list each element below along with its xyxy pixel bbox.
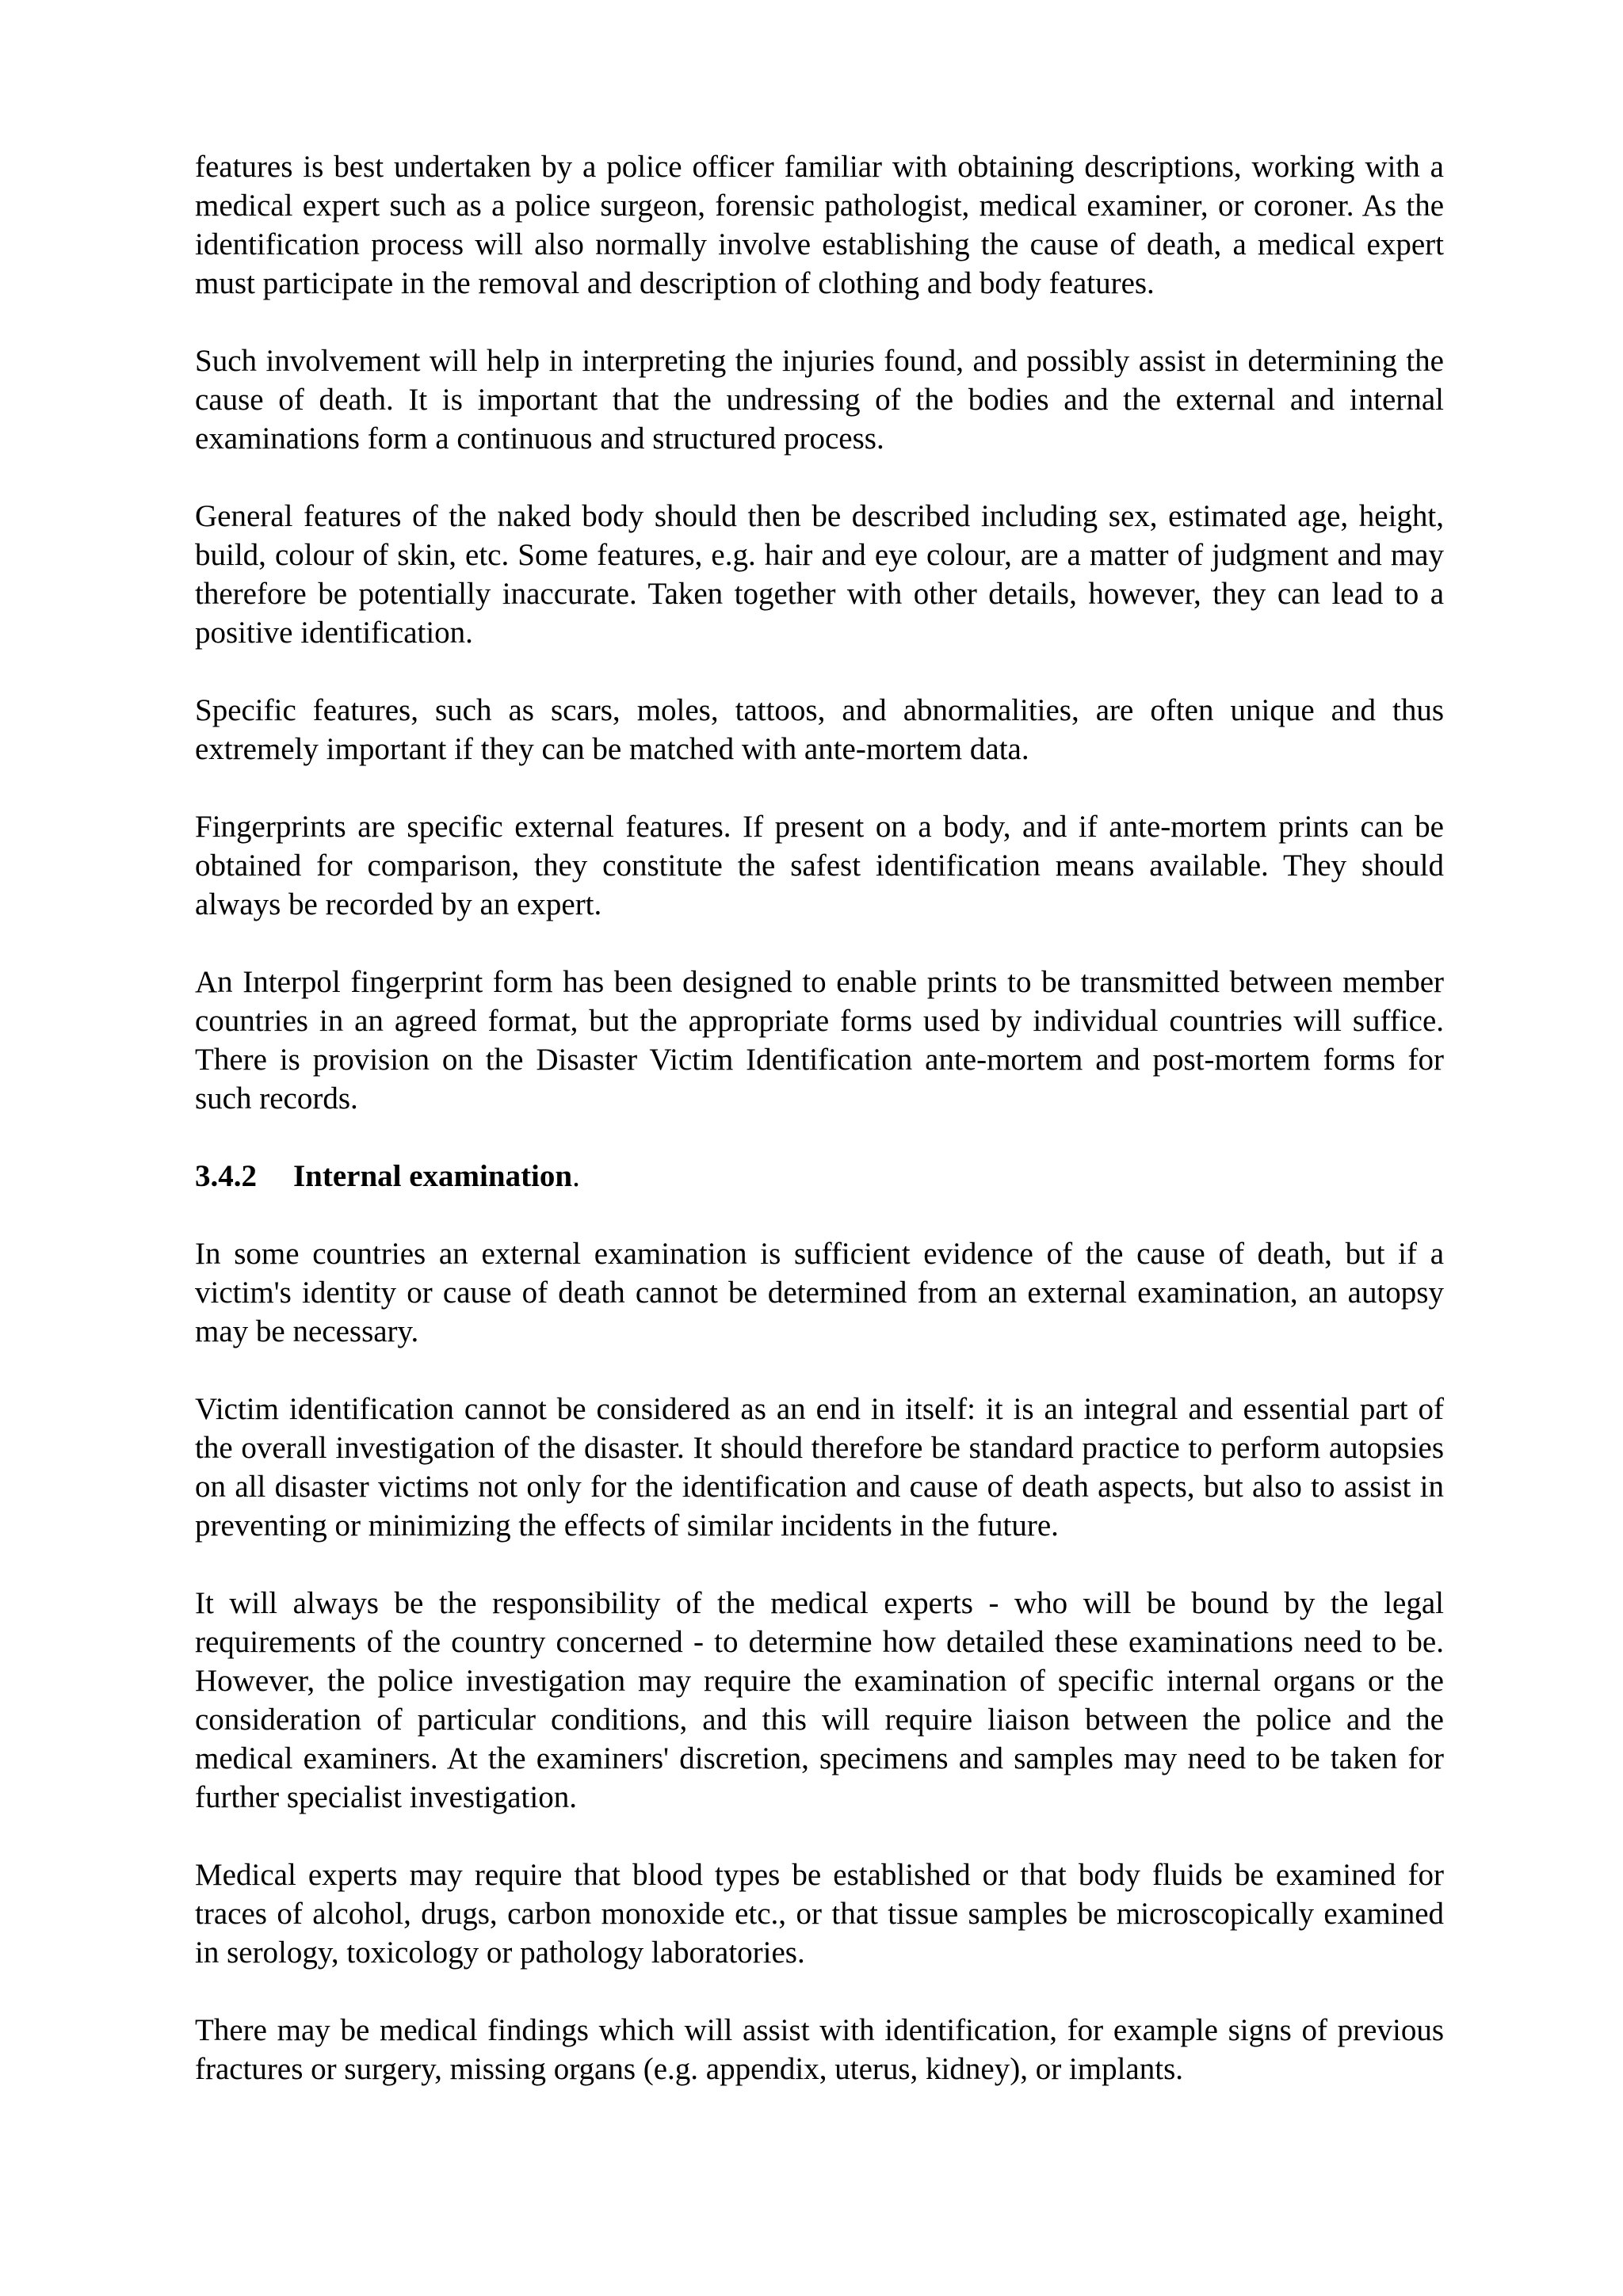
section-heading (195, 1157, 1444, 1196)
paragraph: It will always be the responsibility of the medical experts - who will be bound by the legal requirements of the country concerned - to determine how detailed these examinations need to be. However, the police investigation may require the examination of specific internal organs or the consideration of particular conditions, and this will require liaison between the police and the medical examiners. At the examiners' discretion, specimens and samples may need to be taken for further specialist investigation. (195, 1586, 1444, 1814)
paragraph: An Interpol fingerprint form has been designed to enable prints to be transmitted between member countries in an agreed format, but the appropriate forms used by individual countries will suffice. There is provision on the Disaster Victim Identification ante-mortem and post-mortem forms for such records. (195, 965, 1444, 1116)
paragraph: Victim identification cannot be considered as an end in itself: it is an integral and essential part of the overall investigation of the disaster. It should therefore be standard practice to perform autopsies on all disaster victims not only for the identification and cause of death aspects, but also to assist in preventing or minimizing the effects of similar incidents in the future. (195, 1392, 1444, 1543)
section-title: Internal examination (293, 1159, 573, 1193)
paragraph: In some countries an external examination is sufficient evidence of the cause of death, but if a victim's identity or cause of death cannot be determined from an external examination, an autopsy may be necessary. (195, 1237, 1444, 1348)
paragraph: features is best undertaken by a police officer familiar with obtaining descriptions, working with a medical expert such as a police surgeon, forensic pathologist, medical examiner, or coroner. As the identification process will also normally involve establishing the cause of death, a medical expert must participate in the removal and description of clothing and body features. (195, 150, 1444, 300)
section-title-period: . (572, 1159, 580, 1193)
paragraph: Fingerprints are specific external features. If present on a body, and if ante-mortem prints can be obtained for comparison, they constitute the safest identification means available. They should always be recorded by an expert. (195, 810, 1444, 921)
paragraph: Specific features, such as scars, moles, tattoos, and abnormalities, are often unique and thus extremely important if they can be matched with ante-mortem data. (195, 693, 1444, 766)
section-number: 3.4.2 (195, 1159, 257, 1193)
paragraph: General features of the naked body should then be described including sex, estimated age, height, build, colour of skin, etc. Some features, e.g. hair and eye colour, are a matter of judgment and may therefore be potentially inaccurate. Taken together with other details, however, they can lead to a positive identification. (195, 499, 1444, 650)
document-page (195, 147, 1444, 2127)
paragraph: Medical experts may require that blood types be established or that body fluids be examined for traces of alcohol, drugs, carbon monoxide etc., or that tissue samples be microscopically examined in serology, toxicology or pathology laboratories. (195, 1858, 1444, 1970)
paragraph: There may be medical findings which will assist with identification, for example signs of previous fractures or surgery, missing organs (e.g. appendix, uterus, kidney), or implants. (195, 2013, 1444, 2086)
paragraph: Such involvement will help in interpreting the injuries found, and possibly assist in determining the cause of death. It is important that the undressing of the bodies and the external and internal examinations form a continuous and structured process. (195, 344, 1444, 456)
